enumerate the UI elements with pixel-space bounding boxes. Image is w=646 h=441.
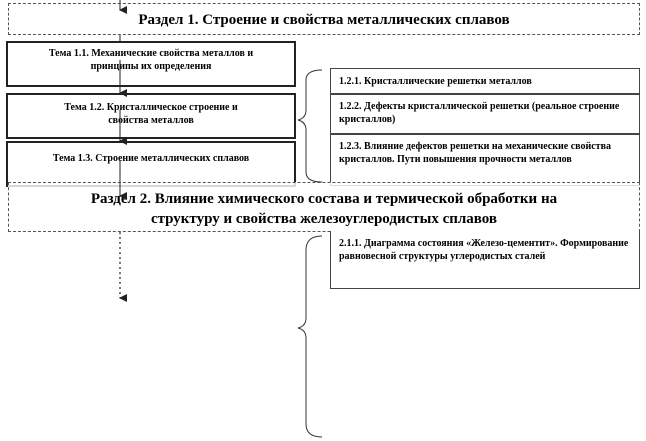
subtopic-1-2-3-label: 1.2.3. Влияние дефектов решетки на механические свойства кристаллов. Пути повышения прочности металлов [339, 141, 611, 165]
topic-1-2-label: Тема 1.2. Кристаллическое строение и свойства металлов [64, 102, 238, 126]
section-2-title: Раздел 2. Влияние химического состава и термической обработки на структуру и свойства железоуглеродистых сплавов [90, 191, 558, 227]
section-1-title: Раздел 1. Строение и свойства металлических сплавов [138, 12, 510, 28]
topic-1-1-label: Тема 1.1. Механические свойства металлов и принципы их определения [48, 48, 254, 72]
brace-topic-1-2 [298, 70, 322, 182]
subtopic-2-1-1-label: 2.1.1. Диаграмма состояния «Железо-цементит». Формирование равновесной структуры углеродистых сталей [339, 238, 629, 262]
subtopic-1-2-1-label: 1.2.1. Кристаллические решетки металлов [339, 76, 532, 87]
subtopic-1-2-2-label: 1.2.2. Дефекты кристаллической решетки (реальное строение кристаллов) [339, 101, 620, 125]
topic-1-3-label: Тема 1.3. Строение металлических сплавов [52, 153, 250, 164]
brace-section-2 [298, 236, 322, 437]
